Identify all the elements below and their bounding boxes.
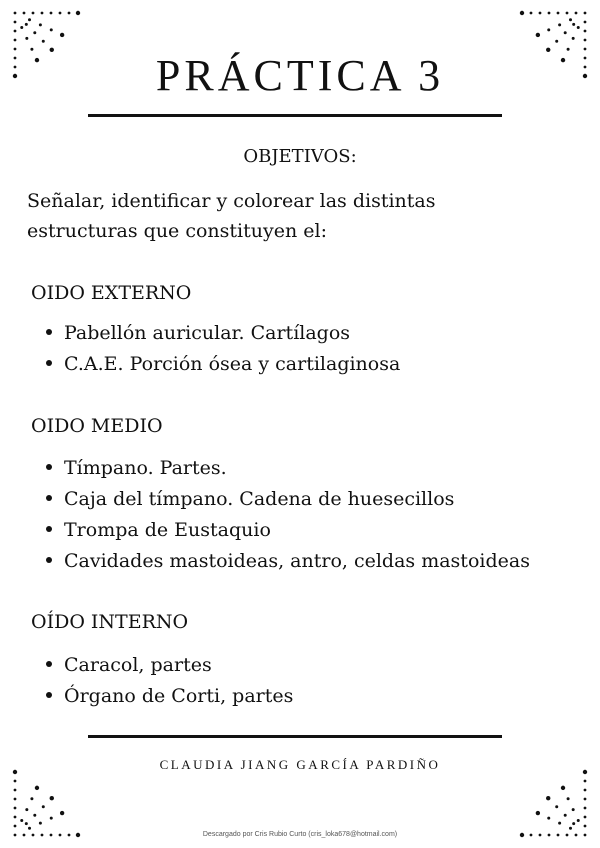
external-ear-list <box>46 318 400 380</box>
author-divider <box>88 735 502 738</box>
corner-ornament-bottom-left-icon <box>10 765 85 840</box>
intro-text <box>27 186 547 246</box>
list-item: Caja del tímpano. Cadena de huesecillos <box>46 484 530 515</box>
objectives-heading: OBJETIVOS: <box>243 146 357 167</box>
section-heading-inner-ear: OÍDO INTERNO <box>31 611 189 633</box>
bullet-icon <box>46 495 52 501</box>
list-item: Caracol, partes <box>46 650 293 681</box>
bullet-icon <box>46 661 52 667</box>
list-item: Tímpano. Partes. <box>46 453 530 484</box>
intro-line-2: estructuras que constituyen el: <box>27 220 327 242</box>
list-item: Cavidades mastoideas, antro, celdas mastoideas <box>46 546 530 577</box>
bullet-icon <box>46 360 52 366</box>
title-divider <box>88 114 502 117</box>
middle-ear-list <box>46 453 530 577</box>
section-heading-middle-ear: OIDO MEDIO <box>31 415 163 437</box>
page-title: PRÁCTICA 3 <box>155 51 445 100</box>
list-item: Trompa de Eustaquio <box>46 515 530 546</box>
list-item: Pabellón auricular. Cartílagos <box>46 318 400 349</box>
intro-line-1: Señalar, identificar y colorear las distintas <box>27 190 436 212</box>
bullet-icon <box>46 464 52 470</box>
bullet-icon <box>46 329 52 335</box>
corner-ornament-bottom-right-icon <box>515 765 590 840</box>
list-item: Órgano de Corti, partes <box>46 681 293 712</box>
bullet-icon <box>46 526 52 532</box>
bullet-icon <box>46 557 52 563</box>
section-heading-external-ear: OIDO EXTERNO <box>31 282 192 304</box>
download-footer: Descargado por Cris Rubio Curto (cris_loka678@hotmail.com) <box>202 831 398 838</box>
inner-ear-list <box>46 650 293 712</box>
list-item: C.A.E. Porción ósea y cartilaginosa <box>46 349 400 380</box>
bullet-icon <box>46 692 52 698</box>
author-name: CLAUDIA JIANG GARCÍA PARDIÑO <box>159 757 441 772</box>
